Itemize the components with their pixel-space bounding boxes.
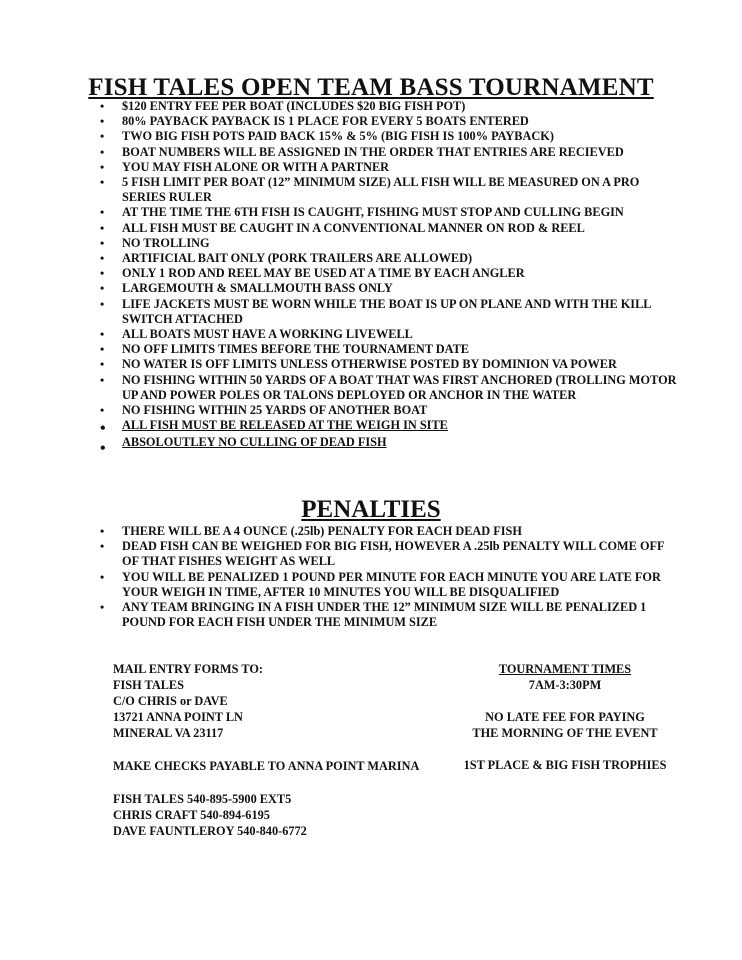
- late-fee-line: THE MORNING OF THE EVENT: [472, 726, 658, 740]
- mail-line: FISH TALES: [113, 678, 184, 692]
- rule-item: [100, 175, 680, 205]
- bullet-icon: •: [100, 175, 105, 190]
- rule-item-text: LARGEMOUTH & SMALLMOUTH BASS ONLY: [122, 281, 393, 296]
- rule-item-text: $120 ENTRY FEE PER BOAT (INCLUDES $20 BIG FISH POT): [122, 99, 466, 113]
- bullet-icon: •: [100, 251, 105, 266]
- rule-item-text: ALL BOATS MUST HAVE A WORKING LIVEWELL: [122, 327, 413, 342]
- bullet-icon: •: [100, 296, 105, 311]
- times-hours: 7AM-3:30PM: [528, 678, 602, 692]
- bullet-icon: •: [100, 220, 105, 235]
- bullet-icon: •: [100, 357, 105, 372]
- emphasis-release-text: ALL FISH MUST BE RELEASED AT THE WEIGH IN SITE: [122, 418, 448, 433]
- bullet-icon: •: [100, 144, 105, 159]
- rule-item: [100, 205, 680, 220]
- bullet-icon: •: [100, 440, 106, 458]
- penalty-item-text: THERE WILL BE A 4 OUNCE (.25lb) PENALTY FOR EACH DEAD FISH: [122, 524, 522, 538]
- penalty-item: [100, 570, 680, 600]
- rule-item: [100, 145, 680, 160]
- bullet-icon: •: [100, 235, 105, 250]
- contact-line: DAVE FAUNTLEROY 540-840-6772: [113, 824, 307, 838]
- page-title: FISH TALES OPEN TEAM BASS TOURNAMENT: [88, 74, 654, 101]
- rule-item: [100, 327, 680, 342]
- bullet-icon: •: [100, 99, 105, 113]
- rule-item: [100, 342, 680, 357]
- rule-item-text: BOAT NUMBERS WILL BE ASSIGNED IN THE ORDER THAT ENTRIES ARE RECIEVED: [122, 144, 624, 159]
- rule-item: [100, 281, 680, 296]
- trophies-line: 1ST PLACE & BIG FISH TROPHIES: [463, 758, 667, 772]
- mail-line: MINERAL VA 23117: [113, 726, 224, 740]
- penalties-heading: PENALTIES: [301, 496, 441, 523]
- bullet-icon: •: [100, 205, 105, 220]
- bullet-icon: •: [100, 539, 105, 554]
- rule-item: [100, 297, 680, 327]
- rule-item-text: AT THE TIME THE 6TH FISH IS CAUGHT, FISHING MUST STOP AND CULLING BEGIN: [122, 205, 624, 220]
- times-heading: TOURNAMENT TIMES: [498, 662, 632, 676]
- bullet-icon: •: [100, 420, 106, 438]
- emphasis-release: [100, 418, 680, 438]
- rule-item-text: NO FISHING WITHIN 25 YARDS OF ANOTHER BOAT: [122, 403, 428, 418]
- bullet-icon: •: [100, 129, 105, 144]
- rule-item: [100, 357, 680, 372]
- bullet-icon: •: [100, 600, 105, 615]
- rule-item: [100, 160, 680, 175]
- rule-item: [100, 266, 680, 281]
- mail-line: 13721 ANNA POINT LN: [113, 710, 243, 724]
- rule-item-text: TWO BIG FISH POTS PAID BACK 15% & 5% (BIG FISH IS 100% PAYBACK): [122, 129, 554, 144]
- rule-item-text: YOU MAY FISH ALONE OR WITH A PARTNER: [122, 159, 390, 174]
- rules-list: [100, 99, 680, 458]
- bullet-icon: •: [100, 372, 105, 387]
- emphasis-no-culling: [100, 435, 680, 458]
- penalties-list: [100, 524, 680, 630]
- penalty-item: [100, 524, 680, 539]
- bullet-icon: •: [100, 327, 105, 342]
- bullet-icon: •: [100, 342, 105, 357]
- rule-item-text: ALL FISH MUST BE CAUGHT IN A CONVENTIONAL MANNER ON ROD & REEL: [122, 220, 585, 235]
- rule-item-text: 80% PAYBACK PAYBACK IS 1 PLACE FOR EVERY 5 BOATS ENTERED: [122, 114, 529, 129]
- penalty-item-text: DEAD FISH CAN BE WEIGHED FOR BIG FISH, HOWEVER A .25lb PENALTY WILL COME OFF OF THAT FISHES WEIGHT AS WELL: [122, 539, 665, 569]
- rule-item: [100, 251, 680, 266]
- tournament-times-block: [440, 661, 690, 773]
- bullet-icon: •: [100, 524, 105, 538]
- rule-item: [100, 221, 680, 236]
- rule-item: [100, 129, 680, 144]
- emphasis-no-culling-text: ABSOLOUTLEY NO CULLING OF DEAD FISH: [122, 435, 387, 450]
- rule-item: [100, 403, 680, 418]
- rule-item: [100, 236, 680, 251]
- rule-item: [100, 373, 680, 403]
- rule-item: [100, 114, 680, 129]
- rule-item-text: NO OFF LIMITS TIMES BEFORE THE TOURNAMENT DATE: [122, 342, 470, 357]
- penalty-item: [100, 539, 680, 569]
- mail-entry-block: [113, 661, 453, 839]
- mail-line: C/O CHRIS or DAVE: [113, 694, 228, 708]
- rule-item-text: NO TROLLING: [122, 235, 210, 250]
- penalty-item-text: YOU WILL BE PENALIZED 1 POUND PER MINUTE FOR EACH MINUTE YOU ARE LATE FOR YOUR WEIGH IN TIME, AFTER 10 MINUTES YOU WILL BE DISQUALIFIED: [122, 569, 661, 599]
- contact-line: CHRIS CRAFT 540-894-6195: [113, 808, 270, 822]
- rule-item-text: ARTIFICIAL BAIT ONLY (PORK TRAILERS ARE ALLOWED): [122, 251, 473, 266]
- penalty-item-text: ANY TEAM BRINGING IN A FISH UNDER THE 12” MINIMUM SIZE WILL BE PENALIZED 1 POUND FOR EACH FISH UNDER THE MINIMUM SIZE: [122, 600, 647, 630]
- mail-heading: MAIL ENTRY FORMS TO:: [113, 662, 263, 676]
- bullet-icon: •: [100, 159, 105, 174]
- rule-item-text: NO WATER IS OFF LIMITS UNLESS OTHERWISE POSTED BY DOMINION VA POWER: [122, 357, 617, 372]
- bullet-icon: •: [100, 403, 105, 418]
- bullet-icon: •: [100, 266, 105, 281]
- contact-line: FISH TALES 540-895-5900 EXT5: [113, 792, 292, 806]
- checks-payable: MAKE CHECKS PAYABLE TO ANNA POINT MARINA: [113, 759, 420, 773]
- bullet-icon: •: [100, 114, 105, 129]
- penalty-item: [100, 600, 680, 630]
- rule-item-text: NO FISHING WITHIN 50 YARDS OF A BOAT THAT WAS FIRST ANCHORED (TROLLING MOTOR UP AND POWER POLES OR TALONS DEPLOYED OR ANCHOR IN THE WATER: [122, 372, 677, 402]
- rule-item: [100, 99, 680, 114]
- rule-item-text: LIFE JACKETS MUST BE WORN WHILE THE BOAT IS UP ON PLANE AND WITH THE KILL SWITCH ATTACHED: [122, 296, 651, 326]
- late-fee-line: NO LATE FEE FOR PAYING: [485, 710, 645, 724]
- bullet-icon: •: [100, 569, 105, 584]
- bullet-icon: •: [100, 281, 105, 296]
- rule-item-text: ONLY 1 ROD AND REEL MAY BE USED AT A TIME BY EACH ANGLER: [122, 266, 525, 281]
- rule-item-text: 5 FISH LIMIT PER BOAT (12” MINIMUM SIZE) ALL FISH WILL BE MEASURED ON A PRO SERIES RULER: [122, 175, 640, 205]
